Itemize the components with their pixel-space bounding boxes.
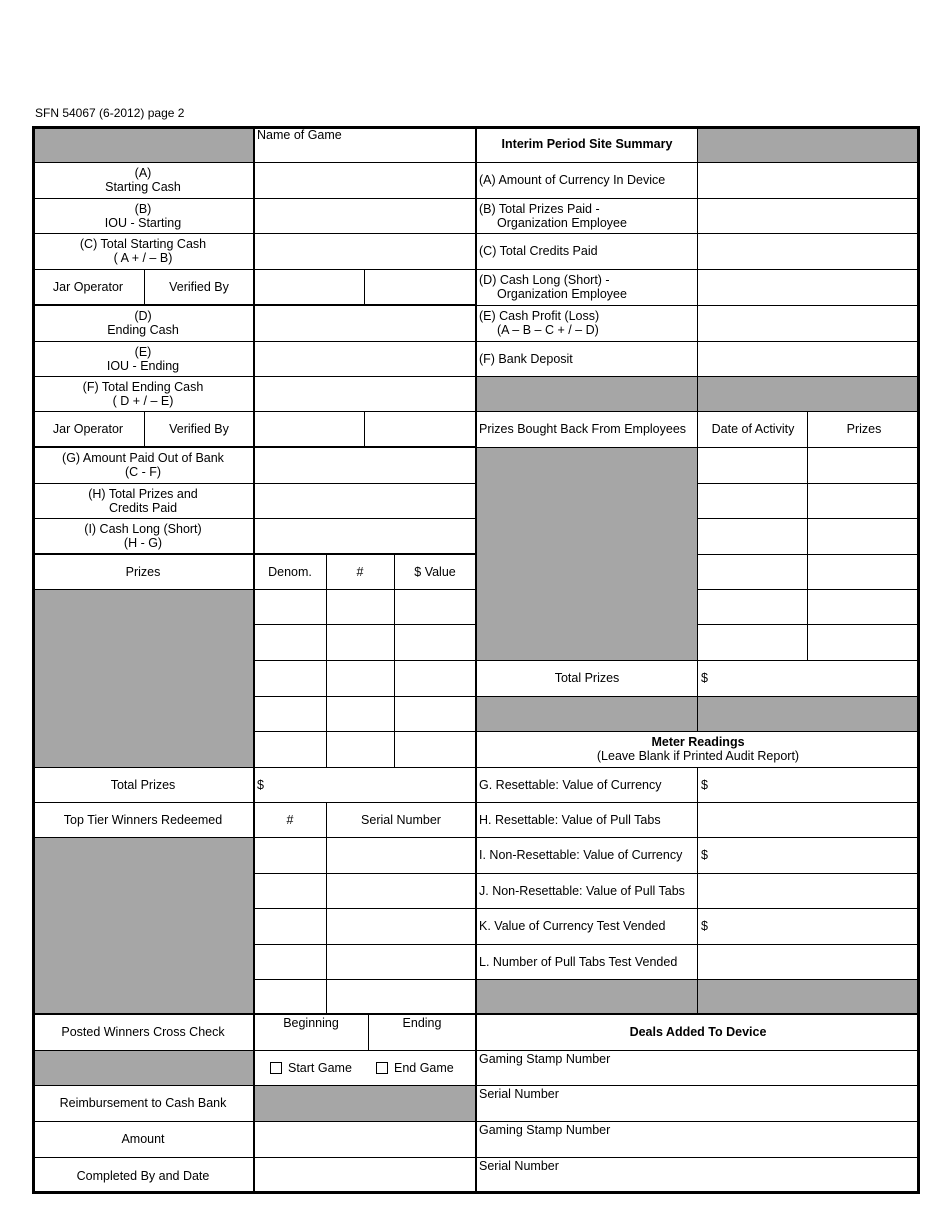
end-game-checkbox[interactable]: End Game [376, 1061, 454, 1075]
meter-i-dollar[interactable]: $ [701, 848, 708, 862]
serial-number-field[interactable]: Serial Number [479, 1159, 559, 1173]
date-of-activity-header: Date of Activity [711, 422, 795, 436]
interim-summary-title: Interim Period Site Summary [501, 137, 673, 151]
total-starting-cash-label: (C) Total Starting Cash ( A + / – B) [79, 237, 207, 265]
prizes-bought-back-label: Prizes Bought Back From Employees [479, 422, 687, 436]
gaming-stamp-field[interactable]: Gaming Stamp Number [479, 1052, 611, 1066]
bank-deposit-label: (F) Bank Deposit [479, 351, 573, 366]
total-credits-paid-label: (C) Total Credits Paid [479, 244, 598, 258]
form-sheet [32, 126, 920, 1194]
cash-profit-label: (E) Cash Profit (Loss) (A – B – C + / – D) [479, 309, 600, 337]
amount-label: Amount [121, 1132, 165, 1146]
meter-k-dollar[interactable]: $ [701, 919, 708, 933]
count-header: # [356, 564, 364, 579]
name-of-game-label: Name of Game [257, 128, 342, 142]
jar-operator-label: Jar Operator [52, 280, 124, 294]
verified-by-label: Verified By [169, 422, 229, 436]
cash-long-employee-label: (D) Cash Long (Short) - Organization Employee [479, 273, 627, 301]
meter-h-label: H. Resettable: Value of Pull Tabs [479, 812, 661, 827]
jar-operator-label: Jar Operator [52, 422, 124, 436]
total-prizes-paid-label: (B) Total Prizes Paid - Organization Employee [479, 201, 627, 230]
meter-i-label: I. Non-Resettable: Value of Currency [479, 848, 683, 862]
start-game-checkbox[interactable]: Start Game [270, 1061, 352, 1075]
amount-paid-out-label: (G) Amount Paid Out of Bank (C - F) [62, 451, 224, 479]
cash-long-short-label: (I) Cash Long (Short) (H - G) [84, 522, 202, 550]
total-prizes-label: Total Prizes [110, 777, 176, 792]
prizes-header: Prizes [846, 422, 882, 436]
meter-g-dollar[interactable]: $ [701, 777, 708, 792]
currency-in-device-label: (A) Amount of Currency In Device [479, 173, 666, 187]
starting-cash-label: (A) Starting Cash [105, 166, 181, 194]
meter-j-label: J. Non-Resettable: Value of Pull Tabs [479, 883, 685, 898]
total-prizes-credits-label: (H) Total Prizes and Credits Paid [88, 486, 198, 515]
beginning-label: Beginning [283, 1016, 339, 1030]
verified-by-label: Verified By [169, 280, 229, 294]
ending-cash-label: (D) Ending Cash [107, 309, 179, 337]
total-prizes-right-label: Total Prizes [554, 671, 620, 685]
form-number: SFN 54067 (6-2012) page 2 [35, 106, 185, 120]
total-prizes-dollar[interactable]: $ [257, 777, 264, 792]
form-border [32, 126, 920, 1194]
top-tier-winners-label: Top Tier Winners Redeemed [63, 812, 223, 827]
meter-k-label: K. Value of Currency Test Vended [479, 919, 666, 933]
total-prizes-right-dollar[interactable]: $ [701, 671, 708, 685]
deals-added-title: Deals Added To Device [629, 1025, 767, 1039]
posted-winners-label: Posted Winners Cross Check [61, 1025, 225, 1039]
meter-g-label: G. Resettable: Value of Currency [479, 777, 662, 792]
serial-number-header: Serial Number [361, 812, 441, 827]
meter-l-label: L. Number of Pull Tabs Test Vended [479, 954, 678, 969]
total-ending-cash-label: (F) Total Ending Cash ( D + / – E) [82, 379, 204, 408]
serial-number-field[interactable]: Serial Number [479, 1087, 559, 1101]
denom-header: Denom. [268, 564, 312, 579]
top-tier-count-header: # [286, 812, 294, 827]
iou-starting-label: (B) IOU - Starting [104, 201, 182, 230]
iou-ending-label: (E) IOU - Ending [106, 344, 180, 373]
gaming-stamp-field[interactable]: Gaming Stamp Number [479, 1123, 611, 1137]
prizes-label: Prizes [125, 564, 161, 579]
ending-label: Ending [402, 1016, 442, 1030]
completed-by-label: Completed By and Date [76, 1168, 210, 1183]
reimbursement-label: Reimbursement to Cash Bank [59, 1096, 227, 1110]
meter-readings-title: Meter Readings (Leave Blank if Printed Audit Report) [596, 735, 800, 763]
value-header: $ Value [414, 564, 456, 579]
